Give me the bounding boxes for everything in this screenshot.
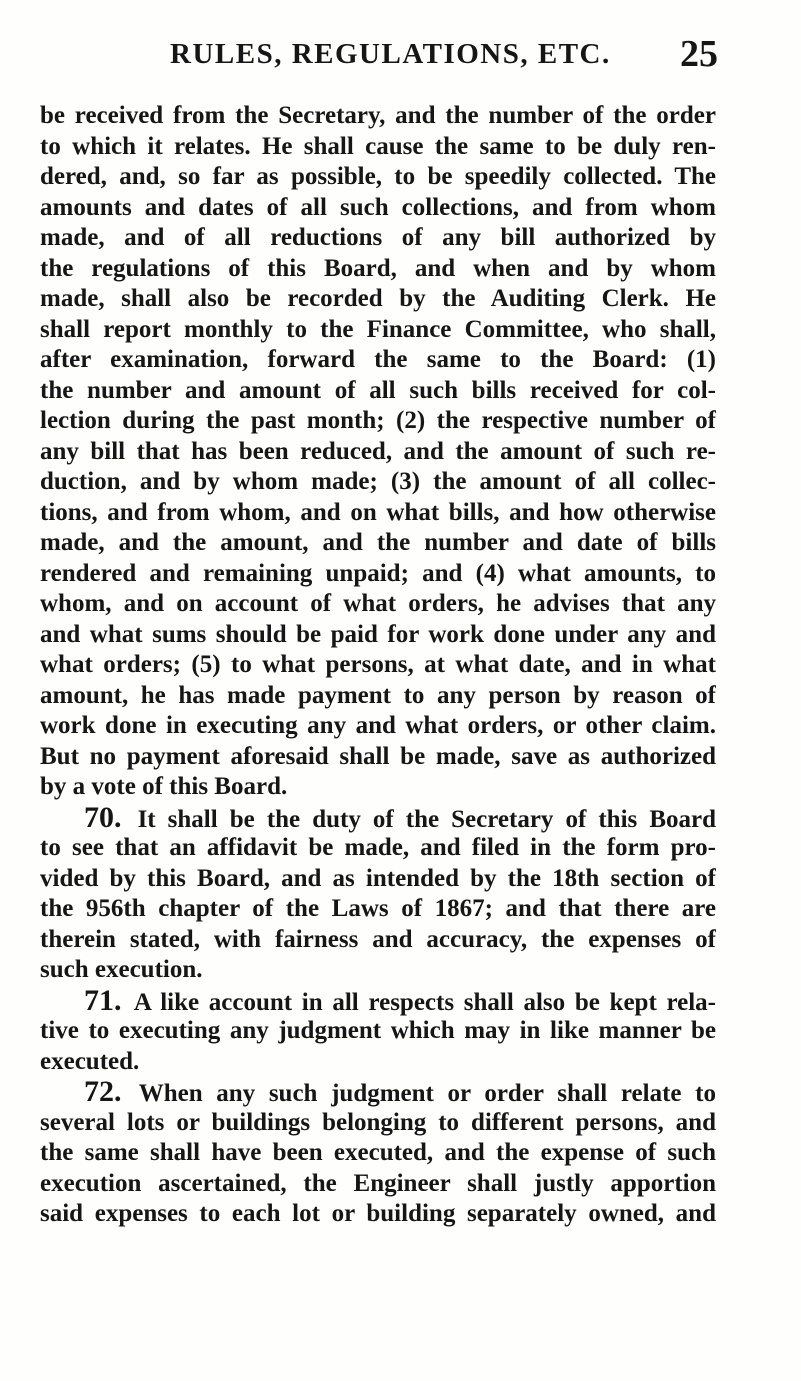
text-line: such execution. bbox=[40, 956, 203, 983]
text-line: work done in executing any and what orders, or other claim. bbox=[40, 712, 716, 739]
text-line: tions, and from whom, and on what bills, and how otherwise bbox=[40, 498, 716, 526]
running-head-title: RULES, REGULATIONS, ETC. bbox=[170, 38, 611, 70]
text-line: executed. bbox=[40, 1047, 140, 1075]
text-line: rendered and remaining unpaid; and (4) what amounts, to bbox=[40, 559, 716, 587]
text-line: to which it relates. He shall cause the same to be duly ren- bbox=[40, 132, 716, 160]
text-line: made, and of all reductions of any bill authorized by bbox=[40, 224, 716, 251]
text-line: any bill that has been reduced, and the amount of such re- bbox=[40, 437, 716, 465]
text-line: made, and the amount, and the number and date of bills bbox=[40, 529, 716, 556]
text-line: lection during the past month; (2) the respective number of bbox=[40, 407, 716, 434]
page-number: 25 bbox=[680, 33, 718, 75]
section-text: A like account in all respects shall also be kept rela- bbox=[133, 988, 716, 1016]
text-line: made, shall also be recorded by the Auditing Clerk. He bbox=[40, 285, 716, 312]
text-line: amounts and dates of all such collections, and from whom bbox=[40, 193, 716, 221]
text-line: by a vote of this Board. bbox=[40, 773, 288, 800]
text-line: several lots or buildings belonging to different persons, and bbox=[40, 1108, 716, 1136]
text-line: after examination, forward the same to the Board: (1) bbox=[40, 346, 716, 373]
text-line: shall report monthly to the Finance Committee, who shall, bbox=[40, 315, 716, 343]
text-line: whom, and on account of what orders, he advises that any bbox=[40, 590, 716, 617]
text-line: the number and amount of all such bills received for col- bbox=[40, 376, 716, 404]
text-line: execution ascertained, the Engineer shall justly apportion bbox=[40, 1169, 716, 1197]
text-line: the 956th chapter of the Laws of 1867; and that there are bbox=[40, 895, 716, 922]
section-72-first-line bbox=[40, 1077, 716, 1108]
text-line: duction, and by whom made; (3) the amount of all collec- bbox=[40, 468, 716, 495]
text-line: to see that an affidavit be made, and filed in the form pro- bbox=[40, 834, 716, 861]
text-line: amount, he has made payment to any person by reason of bbox=[40, 681, 716, 709]
section-number: 70. bbox=[84, 802, 122, 833]
text-line: what orders; (5) to what persons, at what date, and in what bbox=[40, 651, 716, 678]
text-line: be received from the Secretary, and the number of the order bbox=[40, 102, 716, 129]
text-line: vided by this Board, and as intended by the 18th section of bbox=[40, 864, 716, 892]
text-line: therein stated, with fairness and accuracy, the expenses of bbox=[40, 925, 716, 953]
running-head bbox=[170, 32, 718, 82]
section-70-first-line bbox=[40, 803, 716, 834]
text-line: said expenses to each lot or building separately owned, and bbox=[40, 1200, 716, 1227]
section-71-first-line bbox=[40, 986, 716, 1017]
body-text bbox=[40, 101, 716, 1230]
text-line: and what sums should be paid for work done under any and bbox=[40, 620, 716, 648]
text-line: dered, and, so far as possible, to be speedily collected. The bbox=[40, 163, 716, 190]
text-line: tive to executing any judgment which may in like manner be bbox=[40, 1017, 716, 1044]
text-line: the regulations of this Board, and when and by whom bbox=[40, 254, 716, 282]
section-number: 71. bbox=[84, 985, 122, 1016]
text-line: But no payment aforesaid shall be made, save as authorized bbox=[40, 742, 716, 770]
section-text: It shall be the duty of the Secretary of this Board bbox=[137, 805, 716, 833]
section-text: When any such judgment or order shall relate to bbox=[138, 1080, 716, 1107]
section-number: 72. bbox=[84, 1077, 122, 1108]
text-line: the same shall have been executed, and the expense of such bbox=[40, 1139, 716, 1166]
